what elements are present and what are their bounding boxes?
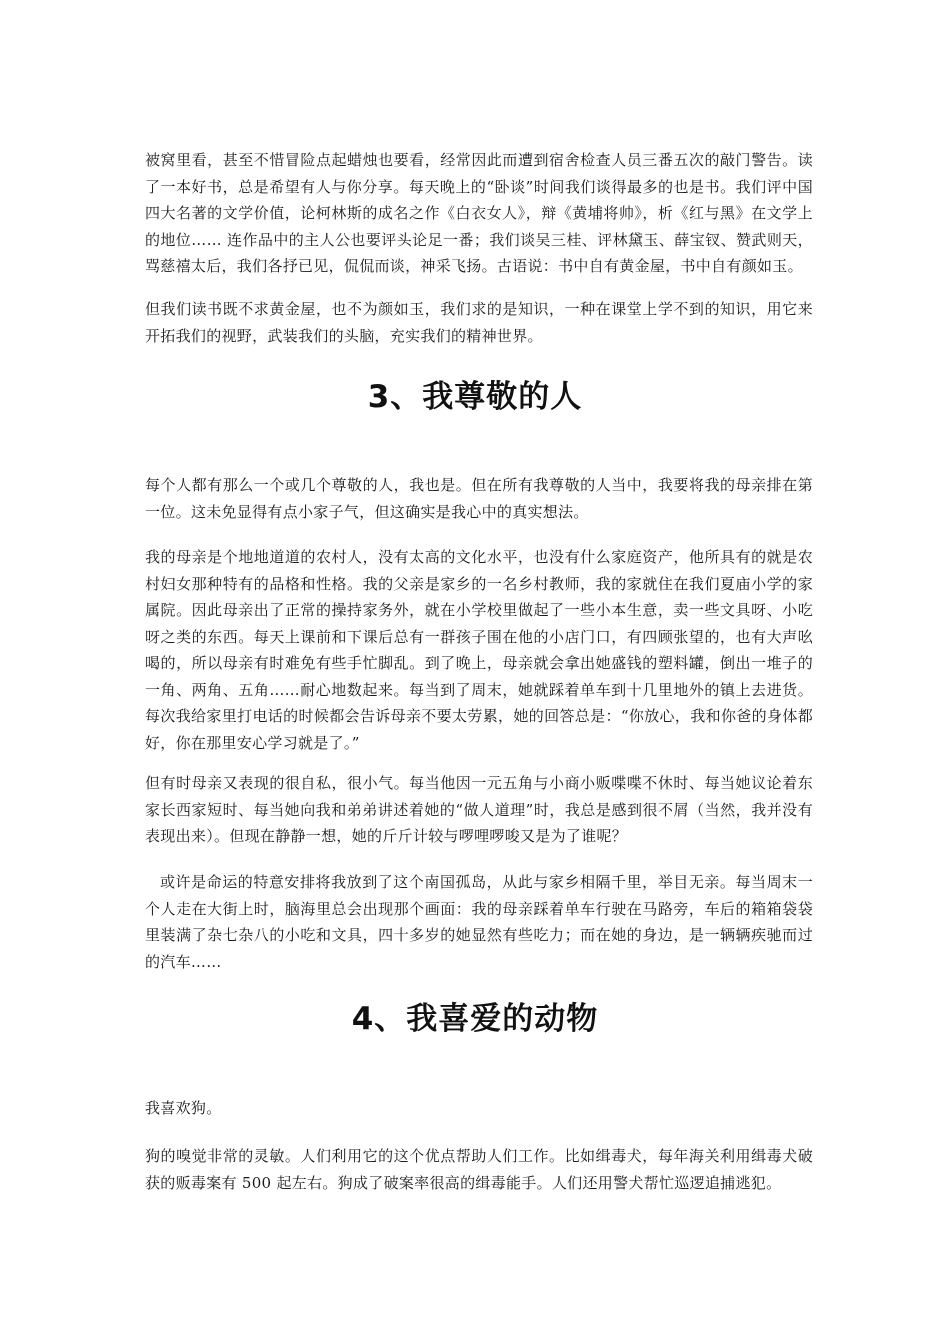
paragraph-dog-smell: 狗的嗅觉非常的灵敏。人们利用它的这个优点帮助人们工作。比如缉毒犬，每年海关利用缉毒犬破获的贩毒案有 500 起左右。狗成了破案率很高的缉毒能手。人们还用警犬帮忙巡逻追捕逃犯。: [145, 1147, 813, 1192]
paragraph-like-dogs: 我喜欢狗。: [145, 1099, 222, 1117]
paragraph-respected-intro: 每个人都有那么一个或几个尊敬的人，我也是。但在所有我尊敬的人当中，我要将我的母亲排在第一位。这未免显得有点小家子气，但这确实是我心中的真实想法。: [145, 476, 813, 521]
heading-favorite-animal: 4、我喜爱的动物: [351, 1001, 599, 1037]
paragraph-reading-habits: 被窝里看，甚至不惜冒险点起蜡烛也要看，经常因此而遭到宿舍检查人员三番五次的敲门警告。读了一本好书，总是希望有人与你分享。每天晚上的“卧谈”时间我们谈得最多的也是书。我们评中国四大名著的文学价值，论柯林斯的成名之作《白衣女人》，辩《黄埔将帅》，析《红与黑》在文学上的地位…… 连作品中的主人公也要评头论足一番；我们谈吴三桂、评林黛玉、薛宝钗、赞武则天，骂慈禧太后，我们各抒已见，侃侃而谈，神采飞扬。古语说：书中自有黄金屋，书中自有颜如玉。: [145, 151, 813, 275]
paragraph-mother-flaws: 但有时母亲又表现的很自私，很小气。每当他因一元五角与小商小贩喋喋不休时、每当她议论着东家长西家短时、每当她向我和弟弟讲述着她的“做人道理”时，我总是感到很不屑（当然，我并没有表现出来）。但现在静静一想，她的斤斤计较与啰哩啰唆又是为了谁呢？: [145, 774, 813, 845]
paragraph-mother-memory: 或许是命运的特意安排将我放到了这个南国孤岛，从此与家乡相隔千里，举目无亲。每当周末一个人走在大街上时，脑海里总会出现那个画面：我的母亲踩着单车行驶在马路旁，车后的箱箱袋袋里装满了杂七杂八的小吃和文具，四十多岁的她显然有些吃力；而在她的身边，是一辆辆疾驰而过的汽车……: [145, 873, 813, 971]
paragraph-reading-purpose: 但我们读书既不求黄金屋，也不为颜如玉，我们求的是知识，一种在课堂上学不到的知识，用它来开拓我们的视野，武装我们的头脑，充实我们的精神世界。: [145, 300, 813, 345]
paragraph-mother-description: 我的母亲是个地地道道的农村人，没有太高的文化水平，也没有什么家庭资产，他所具有的就是农村妇女那种特有的品格和性格。我的父亲是家乡的一名乡村教师，我的家就住在我们夏庙小学的家属院。因此母亲出了正常的操持家务外，就在小学校里做起了一些小本生意，卖一些文具呀、小吃呀之类的东西。每天上课前和下课后总有一群孩子围在他的小店门口，有四顾张望的，也有大声吆喝的，所以母亲有时难免有些手忙脚乱。到了晚上，母亲就会拿出她盛钱的塑料罐，倒出一堆子的一角、两角、五角……耐心地数起来。每当到了周末，她就踩着单车到十几里地外的镇上去进货。每次我给家里打电话的时候都会告诉母亲不要太劳累，她的回答总是：“你放心，我和你爸的身体都好，你在那里安心学习就是了。”: [145, 548, 813, 752]
heading-respected-person: 3、我尊敬的人: [367, 379, 583, 415]
